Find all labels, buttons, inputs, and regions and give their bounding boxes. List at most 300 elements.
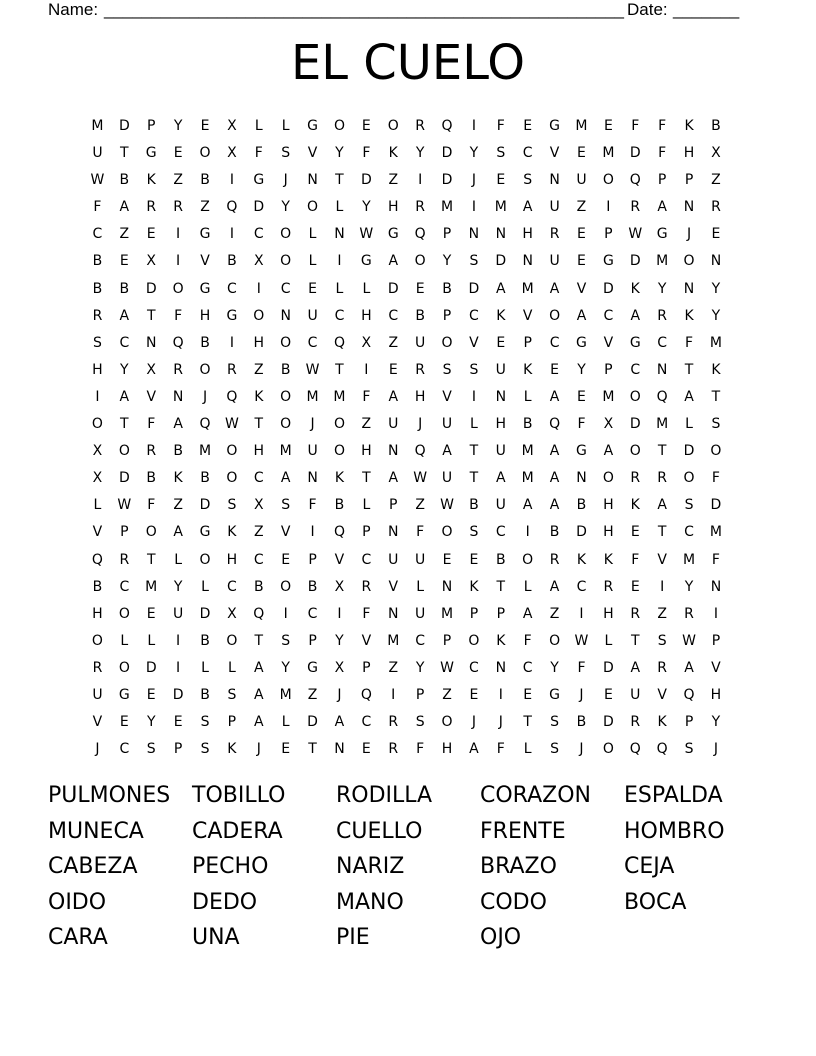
grid-letter[interactable]: R <box>146 199 157 216</box>
grid-letter[interactable]: V <box>200 253 210 270</box>
grid-letter[interactable]: J <box>686 226 692 243</box>
grid-letter[interactable]: K <box>684 307 694 324</box>
grid-letter[interactable]: F <box>416 741 425 758</box>
grid-letter[interactable]: V <box>388 578 399 595</box>
grid-letter[interactable]: R <box>388 714 399 731</box>
grid-letter[interactable]: T <box>657 443 667 460</box>
grid-letter[interactable]: A <box>173 416 183 433</box>
grid-letter[interactable]: N <box>307 172 318 189</box>
grid-letter[interactable]: S <box>200 714 210 731</box>
grid-letter[interactable]: P <box>442 307 452 324</box>
grid-letter[interactable]: T <box>308 741 317 758</box>
grid-letter[interactable]: I <box>471 199 476 216</box>
grid-letter[interactable]: O <box>333 416 345 433</box>
grid-letter[interactable]: E <box>523 686 533 703</box>
grid-letter[interactable]: O <box>280 388 292 405</box>
grid-letter[interactable]: E <box>361 741 371 758</box>
grid-letter[interactable]: N <box>388 524 399 541</box>
grid-letter[interactable]: R <box>657 470 668 487</box>
grid-letter[interactable]: X <box>334 659 345 676</box>
grid-letter[interactable]: R <box>630 470 641 487</box>
grid-letter[interactable]: I <box>471 118 476 134</box>
grid-letter[interactable]: V <box>576 280 587 297</box>
grid-letter[interactable]: P <box>496 605 506 622</box>
grid-letter[interactable]: X <box>253 497 264 514</box>
grid-letter[interactable]: M <box>709 334 722 351</box>
grid-letter[interactable]: D <box>710 497 722 514</box>
grid-letter[interactable]: Q <box>253 605 265 622</box>
grid-letter[interactable]: U <box>307 443 318 460</box>
grid-letter[interactable]: Y <box>711 714 721 731</box>
grid-letter[interactable]: J <box>256 741 261 758</box>
grid-letter[interactable]: T <box>469 470 479 487</box>
grid-letter[interactable]: O <box>280 578 292 595</box>
grid-letter[interactable]: D <box>118 118 130 134</box>
grid-letter[interactable]: T <box>684 361 694 378</box>
grid-letter[interactable]: G <box>576 443 587 460</box>
grid-letter[interactable]: R <box>92 307 103 324</box>
grid-letter[interactable]: J <box>471 714 476 731</box>
grid-letter[interactable]: Y <box>335 632 344 649</box>
grid-letter[interactable]: E <box>577 388 586 405</box>
grid-letter[interactable]: Y <box>173 578 183 595</box>
grid-letter[interactable]: P <box>711 632 721 649</box>
grid-letter[interactable]: D <box>629 416 641 433</box>
grid-letter[interactable]: G <box>307 659 318 676</box>
grid-letter[interactable]: O <box>253 307 265 324</box>
grid-letter[interactable]: M <box>521 280 534 297</box>
grid-letter[interactable]: A <box>684 388 694 405</box>
grid-letter[interactable]: D <box>441 145 453 162</box>
grid-letter[interactable]: E <box>577 226 586 243</box>
grid-letter[interactable]: E <box>711 226 721 243</box>
grid-letter[interactable]: N <box>495 388 507 405</box>
grid-letter[interactable]: C <box>361 714 372 731</box>
grid-letter[interactable]: I <box>337 605 342 622</box>
grid-letter[interactable]: P <box>684 714 694 731</box>
grid-letter[interactable]: Q <box>414 443 426 460</box>
grid-letter[interactable]: F <box>93 199 102 216</box>
grid-letter[interactable]: P <box>362 659 371 676</box>
grid-letter[interactable]: O <box>172 280 184 297</box>
grid-letter[interactable]: Z <box>307 686 318 703</box>
grid-letter[interactable]: P <box>684 172 694 189</box>
grid-letter[interactable]: O <box>91 416 103 433</box>
grid-letter[interactable]: Q <box>172 334 184 351</box>
grid-letter[interactable]: Y <box>469 145 479 162</box>
grid-letter[interactable]: O <box>280 226 292 243</box>
grid-letter[interactable]: E <box>146 686 156 703</box>
grid-letter[interactable]: A <box>496 470 506 487</box>
grid-letter[interactable]: M <box>387 632 400 649</box>
grid-letter[interactable]: S <box>227 497 237 514</box>
grid-letter[interactable]: E <box>361 118 371 134</box>
grid-letter[interactable]: E <box>577 253 586 270</box>
grid-letter[interactable]: A <box>657 199 667 216</box>
grid-letter[interactable]: E <box>603 686 613 703</box>
grid-letter[interactable]: S <box>523 172 533 189</box>
grid-letter[interactable]: B <box>496 551 506 568</box>
grid-letter[interactable]: L <box>685 416 693 433</box>
grid-letter[interactable]: D <box>360 172 372 189</box>
grid-letter[interactable]: Q <box>360 686 372 703</box>
grid-letter[interactable]: N <box>710 253 722 270</box>
grid-letter[interactable]: B <box>200 632 210 649</box>
grid-letter[interactable]: W <box>359 226 374 243</box>
grid-letter[interactable]: X <box>253 253 264 270</box>
grid-letter[interactable]: I <box>176 226 181 243</box>
grid-letter[interactable]: Z <box>253 361 264 378</box>
grid-letter[interactable]: O <box>280 334 292 351</box>
grid-letter[interactable]: J <box>579 741 584 758</box>
grid-letter[interactable]: V <box>549 145 560 162</box>
grid-letter[interactable]: F <box>631 551 640 568</box>
grid-letter[interactable]: E <box>119 253 129 270</box>
grid-letter[interactable]: I <box>176 659 181 676</box>
grid-letter[interactable]: N <box>307 470 318 487</box>
grid-letter[interactable]: C <box>227 280 237 297</box>
grid-letter[interactable]: A <box>576 307 587 324</box>
grid-letter[interactable]: R <box>415 118 425 134</box>
grid-letter[interactable]: H <box>92 361 103 378</box>
grid-letter[interactable]: F <box>308 497 317 514</box>
grid-letter[interactable]: L <box>523 741 532 758</box>
grid-letter[interactable]: G <box>549 686 561 703</box>
grid-letter[interactable]: M <box>602 145 615 162</box>
grid-letter[interactable]: Y <box>281 659 290 676</box>
grid-letter[interactable]: M <box>709 524 722 541</box>
grid-letter[interactable]: B <box>280 361 291 378</box>
grid-letter[interactable]: W <box>682 632 696 649</box>
grid-letter[interactable]: U <box>415 551 426 568</box>
grid-letter[interactable]: L <box>201 578 209 595</box>
grid-letter[interactable]: H <box>92 605 103 622</box>
grid-letter[interactable]: O <box>602 741 614 758</box>
grid-letter[interactable]: I <box>95 388 100 405</box>
grid-letter[interactable]: E <box>146 605 156 622</box>
grid-letter[interactable]: F <box>147 497 156 514</box>
grid-letter[interactable]: G <box>199 226 211 243</box>
grid-letter[interactable]: H <box>441 741 453 758</box>
grid-letter[interactable]: I <box>579 605 584 622</box>
grid-letter[interactable]: H <box>603 497 614 514</box>
grid-letter[interactable]: N <box>388 443 399 460</box>
grid-letter[interactable]: B <box>469 497 479 514</box>
grid-letter[interactable]: R <box>388 741 399 758</box>
grid-letter[interactable]: I <box>176 632 181 649</box>
grid-letter[interactable]: H <box>199 307 211 324</box>
grid-letter[interactable]: I <box>176 253 181 270</box>
grid-letter[interactable]: Q <box>226 199 238 216</box>
grid-letter[interactable]: G <box>307 118 318 134</box>
grid-letter[interactable]: E <box>630 578 640 595</box>
grid-letter[interactable]: N <box>683 199 695 216</box>
grid-letter[interactable]: P <box>442 632 452 649</box>
grid-letter[interactable]: L <box>227 659 236 676</box>
grid-letter[interactable]: O <box>333 443 345 460</box>
grid-letter[interactable]: Q <box>226 388 238 405</box>
grid-letter[interactable]: X <box>361 334 372 351</box>
grid-letter[interactable]: N <box>495 226 507 243</box>
grid-letter[interactable]: P <box>442 226 452 243</box>
grid-letter[interactable]: A <box>549 280 560 297</box>
grid-letter[interactable]: Z <box>388 659 399 676</box>
grid-letter[interactable]: G <box>253 172 265 189</box>
grid-letter[interactable]: Z <box>173 497 183 514</box>
grid-letter[interactable]: R <box>173 199 183 216</box>
grid-letter[interactable]: I <box>713 605 718 622</box>
grid-letter[interactable]: Z <box>442 686 452 703</box>
grid-letter[interactable]: U <box>495 497 506 514</box>
grid-letter[interactable]: D <box>199 605 211 622</box>
grid-letter[interactable]: K <box>657 714 667 731</box>
grid-letter[interactable]: B <box>119 280 130 297</box>
grid-letter[interactable]: C <box>119 334 130 351</box>
grid-letter[interactable]: Y <box>335 145 344 162</box>
grid-letter[interactable]: F <box>416 524 425 541</box>
grid-letter[interactable]: G <box>199 280 211 297</box>
grid-letter[interactable]: M <box>521 470 534 487</box>
grid-letter[interactable]: J <box>202 388 208 405</box>
grid-letter[interactable]: K <box>227 524 237 541</box>
grid-letter[interactable]: Z <box>200 199 210 216</box>
grid-letter[interactable]: Z <box>173 172 183 189</box>
grid-letter[interactable]: H <box>253 443 265 460</box>
grid-letter[interactable]: B <box>253 578 264 595</box>
grid-letter[interactable]: V <box>469 334 479 351</box>
grid-letter[interactable]: O <box>549 632 561 649</box>
grid-letter[interactable]: E <box>577 145 586 162</box>
grid-letter[interactable]: H <box>226 551 238 568</box>
grid-letter[interactable]: Y <box>173 118 183 134</box>
grid-letter[interactable]: R <box>361 578 372 595</box>
grid-letter[interactable]: E <box>281 551 291 568</box>
grid-letter[interactable]: R <box>92 659 103 676</box>
grid-letter[interactable]: I <box>471 388 476 405</box>
grid-letter[interactable]: N <box>468 226 480 243</box>
grid-letter[interactable]: Y <box>362 199 371 216</box>
grid-letter[interactable]: T <box>254 416 264 433</box>
grid-letter[interactable]: U <box>92 145 103 162</box>
grid-letter[interactable]: I <box>391 686 396 703</box>
grid-letter[interactable]: Q <box>656 388 668 405</box>
grid-letter[interactable]: C <box>280 280 291 297</box>
grid-letter[interactable]: B <box>576 497 587 514</box>
grid-letter[interactable]: O <box>441 334 453 351</box>
grid-letter[interactable]: P <box>657 172 667 189</box>
grid-letter[interactable]: X <box>603 416 614 433</box>
grid-letter[interactable]: L <box>416 578 425 595</box>
grid-letter[interactable]: K <box>496 307 506 324</box>
grid-letter[interactable]: I <box>498 686 503 703</box>
grid-letter[interactable]: N <box>145 334 157 351</box>
grid-letter[interactable]: R <box>657 659 668 676</box>
grid-letter[interactable]: P <box>604 361 613 378</box>
grid-letter[interactable]: L <box>93 497 102 514</box>
grid-letter[interactable]: C <box>576 578 587 595</box>
grid-letter[interactable]: O <box>199 551 211 568</box>
grid-letter[interactable]: N <box>522 253 533 270</box>
grid-letter[interactable]: R <box>415 199 425 216</box>
grid-letter[interactable]: I <box>364 361 369 378</box>
grid-letter[interactable]: F <box>254 145 263 162</box>
grid-letter[interactable]: O <box>549 307 561 324</box>
grid-letter[interactable]: F <box>362 145 371 162</box>
grid-letter[interactable]: M <box>682 551 696 568</box>
grid-letter[interactable]: A <box>630 659 641 676</box>
grid-letter[interactable]: Z <box>388 334 399 351</box>
grid-letter[interactable]: T <box>120 145 129 162</box>
grid-letter[interactable]: O <box>226 470 238 487</box>
grid-letter[interactable]: Q <box>199 416 211 433</box>
grid-letter[interactable]: I <box>256 280 261 297</box>
grid-letter[interactable]: L <box>120 632 129 649</box>
grid-letter[interactable]: E <box>173 714 183 731</box>
grid-letter[interactable]: I <box>229 334 234 351</box>
grid-letter[interactable]: K <box>146 172 156 189</box>
grid-letter[interactable]: K <box>576 551 587 568</box>
grid-letter[interactable]: H <box>361 307 372 324</box>
grid-letter[interactable]: O <box>118 605 130 622</box>
grid-letter[interactable]: W <box>628 226 643 243</box>
grid-letter[interactable]: P <box>308 632 317 649</box>
grid-letter[interactable]: G <box>387 226 399 243</box>
grid-letter[interactable]: Y <box>415 659 425 676</box>
grid-letter[interactable]: F <box>496 118 505 134</box>
grid-letter[interactable]: D <box>629 145 641 162</box>
grid-letter[interactable]: L <box>308 226 317 243</box>
grid-letter[interactable]: M <box>602 388 615 405</box>
grid-letter[interactable]: K <box>603 551 613 568</box>
grid-letter[interactable]: Q <box>441 118 453 134</box>
grid-letter[interactable]: B <box>200 470 210 487</box>
grid-letter[interactable]: Y <box>550 659 559 676</box>
grid-letter[interactable]: I <box>310 524 315 541</box>
grid-letter[interactable]: B <box>442 280 452 297</box>
grid-letter[interactable]: Q <box>683 686 695 703</box>
grid-letter[interactable]: N <box>495 659 507 676</box>
grid-letter[interactable]: U <box>441 416 453 433</box>
grid-letter[interactable]: O <box>441 524 453 541</box>
grid-letter[interactable]: M <box>656 253 669 270</box>
grid-letter[interactable]: D <box>441 172 453 189</box>
grid-letter[interactable]: S <box>496 145 506 162</box>
grid-letter[interactable]: R <box>684 605 694 622</box>
grid-letter[interactable]: O <box>280 253 292 270</box>
grid-letter[interactable]: S <box>227 686 237 703</box>
grid-letter[interactable]: M <box>440 605 454 622</box>
grid-letter[interactable]: O <box>602 172 614 189</box>
grid-letter[interactable]: O <box>280 416 292 433</box>
grid-letter[interactable]: Z <box>711 172 721 189</box>
grid-letter[interactable]: S <box>657 632 667 649</box>
grid-letter[interactable]: J <box>713 741 718 758</box>
grid-letter[interactable]: L <box>335 280 344 297</box>
grid-letter[interactable]: C <box>334 307 345 324</box>
grid-letter[interactable]: C <box>388 307 399 324</box>
grid-letter[interactable]: P <box>604 226 613 243</box>
grid-letter[interactable]: P <box>362 524 371 541</box>
grid-letter[interactable]: V <box>711 659 721 676</box>
grid-letter[interactable]: F <box>658 145 667 162</box>
grid-letter[interactable]: G <box>118 686 130 703</box>
grid-letter[interactable]: L <box>604 632 613 649</box>
grid-letter[interactable]: K <box>469 578 479 595</box>
grid-letter[interactable]: Y <box>120 361 129 378</box>
grid-letter[interactable]: D <box>495 253 507 270</box>
grid-letter[interactable]: T <box>120 416 129 433</box>
grid-letter[interactable]: M <box>91 118 104 134</box>
grid-letter[interactable]: W <box>574 632 589 649</box>
grid-letter[interactable]: S <box>415 714 425 731</box>
grid-letter[interactable]: O <box>629 443 641 460</box>
grid-letter[interactable]: A <box>254 659 264 676</box>
grid-letter[interactable]: X <box>92 443 103 460</box>
grid-letter[interactable]: G <box>360 253 372 270</box>
grid-letter[interactable]: S <box>281 497 291 514</box>
grid-letter[interactable]: B <box>200 334 210 351</box>
grid-letter[interactable]: F <box>711 470 720 487</box>
grid-letter[interactable]: X <box>146 361 157 378</box>
grid-letter[interactable]: W <box>224 416 239 433</box>
grid-letter[interactable]: D <box>307 714 318 731</box>
grid-letter[interactable]: P <box>415 686 425 703</box>
grid-letter[interactable]: A <box>549 470 560 487</box>
grid-letter[interactable]: R <box>657 307 668 324</box>
grid-letter[interactable]: A <box>388 470 399 487</box>
grid-letter[interactable]: B <box>227 253 237 270</box>
grid-letter[interactable]: E <box>496 172 506 189</box>
grid-letter[interactable]: T <box>630 632 640 649</box>
grid-letter[interactable]: Q <box>629 741 641 758</box>
grid-letter[interactable]: C <box>119 578 130 595</box>
grid-letter[interactable]: X <box>711 145 721 162</box>
grid-letter[interactable]: N <box>441 578 453 595</box>
grid-letter[interactable]: O <box>683 470 695 487</box>
grid-letter[interactable]: S <box>469 524 479 541</box>
grid-letter[interactable]: Z <box>361 416 372 433</box>
grid-letter[interactable]: A <box>388 253 399 270</box>
grid-letter[interactable]: P <box>469 605 479 622</box>
grid-letter[interactable]: A <box>657 497 667 514</box>
grid-letter[interactable]: A <box>549 443 560 460</box>
grid-letter[interactable]: C <box>522 145 533 162</box>
grid-letter[interactable]: A <box>522 497 533 514</box>
grid-letter[interactable]: J <box>418 416 423 433</box>
grid-letter[interactable]: C <box>253 470 264 487</box>
grid-letter[interactable]: Z <box>657 605 667 622</box>
grid-letter[interactable]: O <box>629 388 641 405</box>
grid-letter[interactable]: H <box>361 443 372 460</box>
grid-letter[interactable]: O <box>199 361 211 378</box>
grid-letter[interactable]: H <box>603 605 614 622</box>
grid-letter[interactable]: T <box>146 551 156 568</box>
grid-letter[interactable]: V <box>442 388 452 405</box>
grid-letter[interactable]: Z <box>576 199 587 216</box>
grid-letter[interactable]: F <box>711 551 720 568</box>
grid-letter[interactable]: O <box>387 118 399 134</box>
grid-letter[interactable]: B <box>92 253 103 270</box>
grid-letter[interactable]: V <box>334 551 345 568</box>
grid-letter[interactable]: A <box>119 307 130 324</box>
grid-letter[interactable]: T <box>335 361 344 378</box>
grid-letter[interactable]: I <box>229 226 234 243</box>
grid-letter[interactable]: A <box>496 280 506 297</box>
grid-letter[interactable]: O <box>199 145 211 162</box>
grid-letter[interactable]: C <box>603 307 614 324</box>
grid-letter[interactable]: X <box>92 470 103 487</box>
grid-letter[interactable]: R <box>711 199 721 216</box>
